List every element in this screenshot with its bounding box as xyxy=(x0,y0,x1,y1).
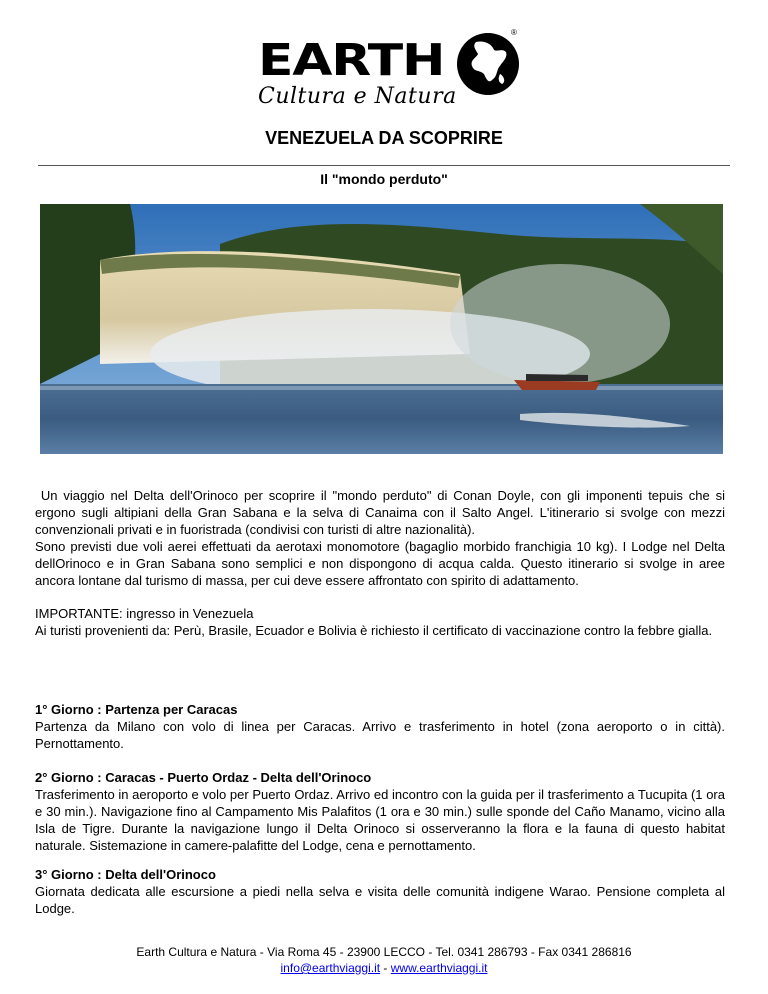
logo-tagline: Cultura e Natura xyxy=(258,84,457,109)
title-divider xyxy=(38,165,730,166)
day-text: Giornata dedicata alle escursione a piedi nella selva e visita delle comunità indigene Warao. Pensione completa al Lodge. xyxy=(35,884,725,916)
footer-separator: - xyxy=(380,961,391,975)
day-title: 3° Giorno : Delta dell'Orinoco xyxy=(35,867,216,882)
page-footer xyxy=(0,944,768,976)
day-title: 2° Giorno : Caracas - Puerto Ordaz - Delta dell'Orinoco xyxy=(35,770,372,785)
day-block xyxy=(35,866,725,917)
footer-address: Earth Cultura e Natura - Via Roma 45 - 23900 LECCO - Tel. 0341 286793 - Fax 0341 286816 xyxy=(136,945,632,959)
logo-wordmark: EARTH xyxy=(258,35,445,86)
day-block xyxy=(35,769,725,854)
important-text: Ai turisti provenienti da: Perù, Brasile, Ecuador e Bolivia è richiesto il certificato di vaccinazione contro la febbre gialla. xyxy=(35,623,713,638)
page-title: VENEZUELA DA SCOPRIRE xyxy=(265,128,503,148)
footer-contacts xyxy=(0,960,768,976)
page-subtitle: Il "mondo perduto" xyxy=(320,171,448,187)
waterfall-photo xyxy=(40,204,723,454)
intro-block xyxy=(35,487,729,589)
day-title: 1° Giorno : Partenza per Caracas xyxy=(35,702,238,717)
day-block xyxy=(35,701,725,752)
day-text: Partenza da Milano con volo di linea per Caracas. Arrivo e trasferimento in hotel (zona aeroporto o in città). Pernottamento. xyxy=(35,719,725,751)
brand-logo xyxy=(0,28,768,112)
important-heading: IMPORTANTE: ingresso in Venezuela xyxy=(35,606,254,621)
globe-icon xyxy=(456,32,520,96)
day-text: Trasferimento in aeroporto e volo per Puerto Ordaz. Arrivo ed incontro con la guida per il trasferimento a Tucupita (1 ora e 30 min.). Navigazione fino al Campamento Mis Palafitos (1 ora e 30 min.) sulle sponde del Caño Manamo, vicino alla Isla de Tigre. Durante la navigazione lungo il Delta Orinoco si osserveranno la flora e la fauna di questo habitat naturale. Sistemazione in camere-palafitte del Lodge, cena e pernottamento. xyxy=(35,787,725,853)
important-block xyxy=(35,605,725,639)
intro-paragraph: Sono previsti due voli aerei effettuati da aerotaxi monomotore (bagaglio morbido franchigia 10 kg). I Lodge nel Delta dellOrinoco e in Gran Sabana sono semplici e non dispongono di acqua calda. Questo itinerario si svolge in aree ancora lontane dal turismo di massa, per cui deve essere affrontato con spirito di adattamento. xyxy=(35,539,725,588)
intro-paragraph: Un viaggio nel Delta dell'Orinoco per scoprire il "mondo perduto" di Conan Doyle, con gli imponenti tepuis che si ergono sugli altipiani della Gran Sabana e la selva di Canaima con il Salto Angel. L'itinerario si svolge con mezzi convenzionali privati e in fuoristrada (condivisi con turisti di altre nazionalità). xyxy=(35,488,729,537)
email-link[interactable]: info@earthviaggi.it xyxy=(280,961,381,975)
website-link[interactable]: www.earthviaggi.it xyxy=(390,961,488,975)
registered-mark: ® xyxy=(511,28,517,37)
